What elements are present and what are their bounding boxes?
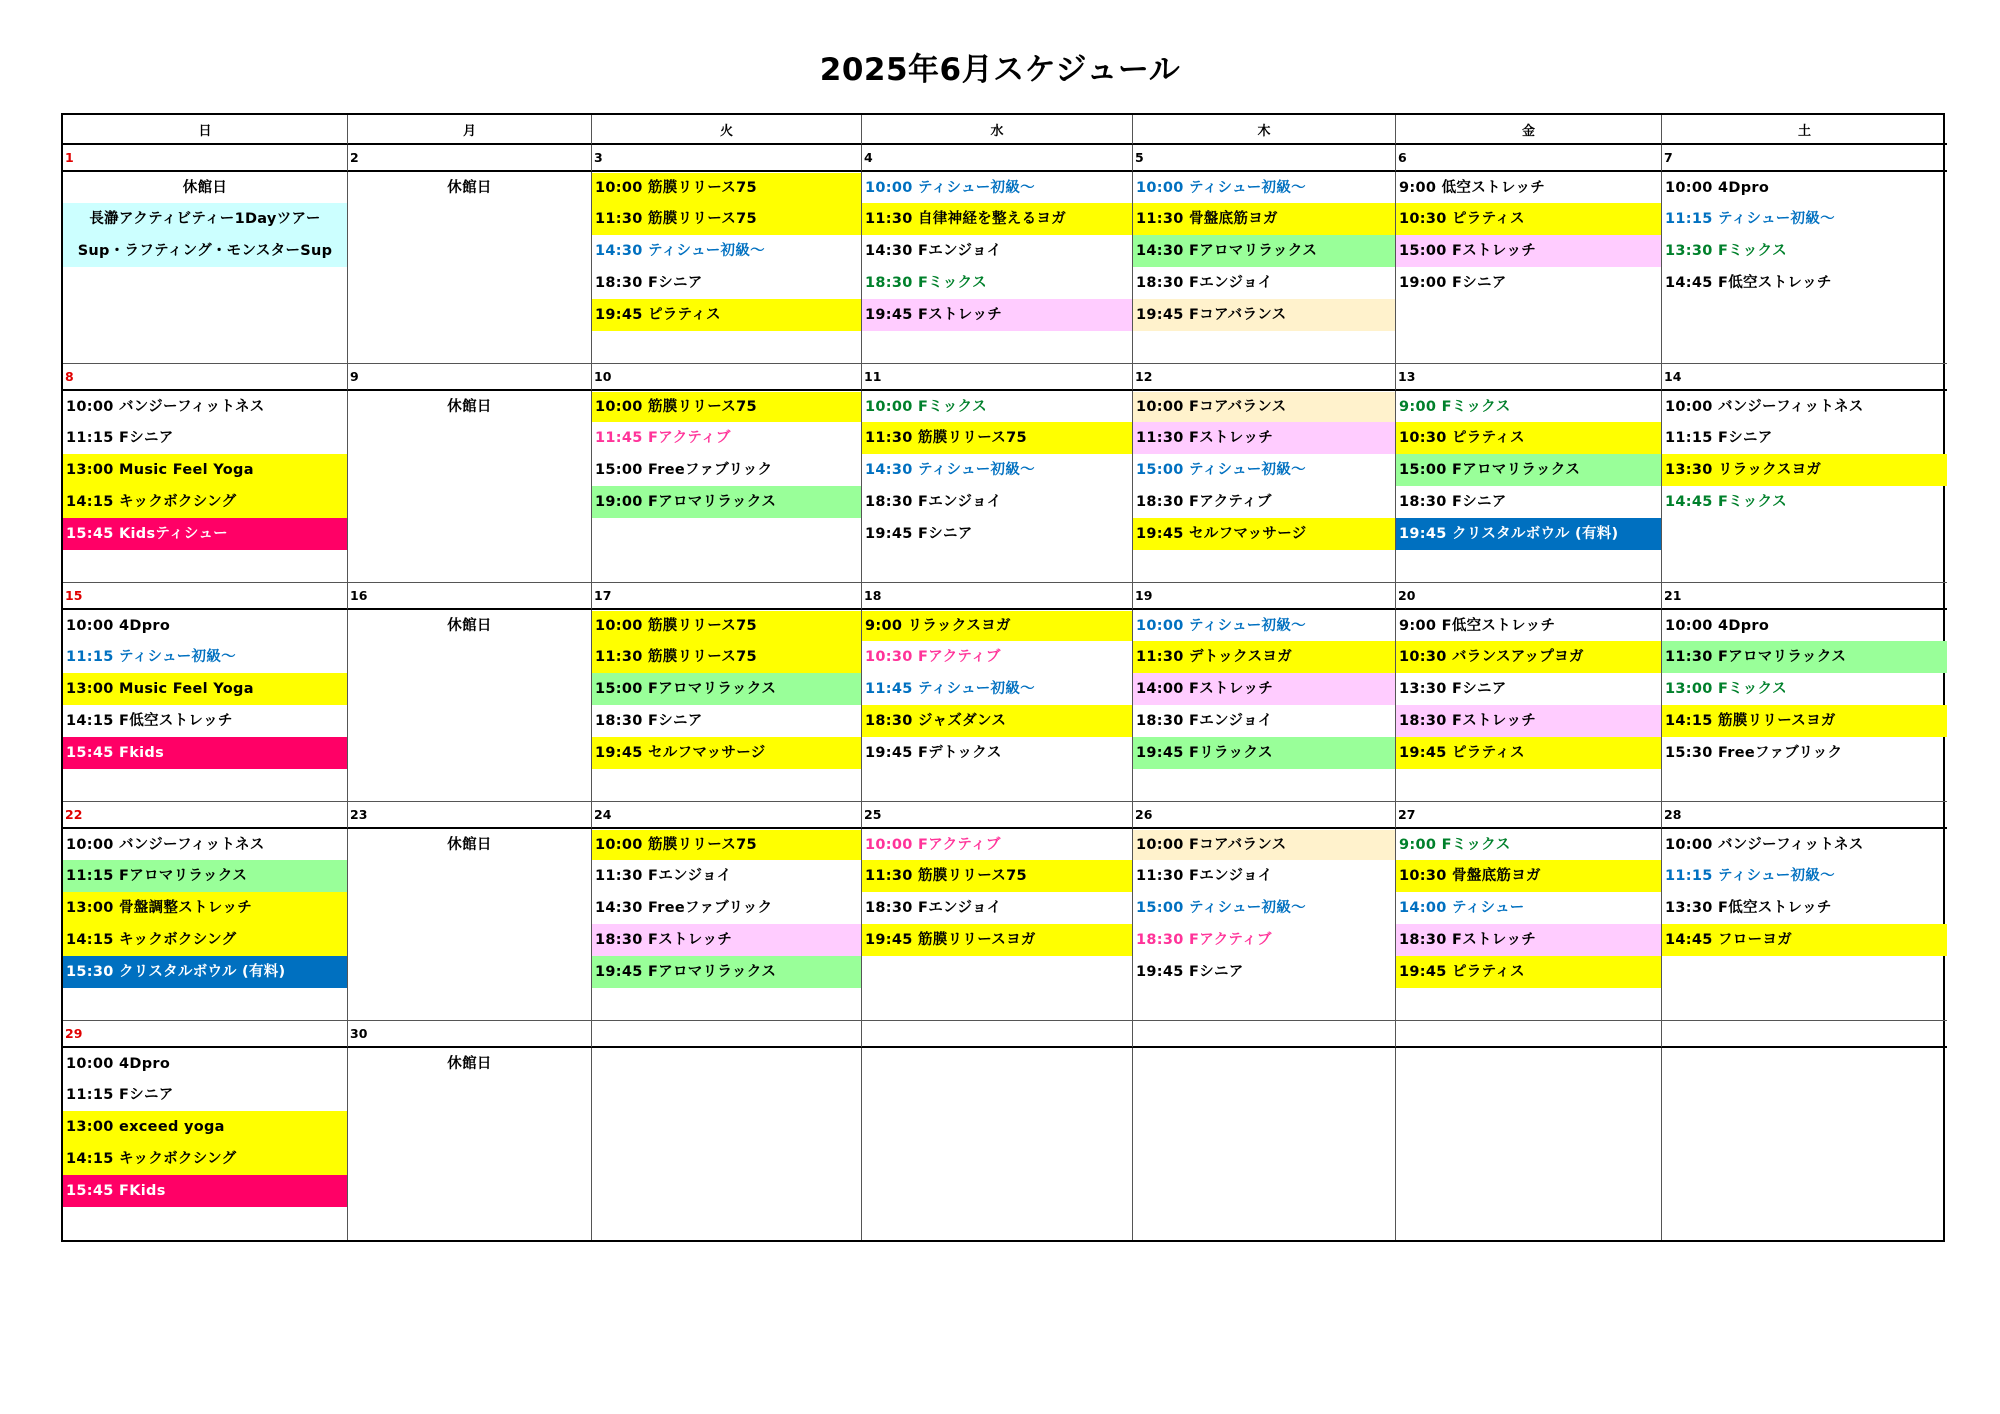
- weekday-header-sat: 土: [1662, 115, 1947, 145]
- schedule-calendar: [61, 113, 1945, 1242]
- day-cell: [1396, 829, 1662, 1021]
- class-entry: 19:45 Fコアバランス: [1133, 299, 1395, 331]
- day-cell: [592, 610, 862, 802]
- class-entry: 19:00 Fシニア: [1399, 275, 1507, 291]
- class-entry: 11:30 Fストレッチ: [1133, 422, 1395, 454]
- class-entry: 11:30 Fアロマリラックス: [1662, 641, 1947, 673]
- day-cell: [592, 172, 862, 364]
- class-entry: 10:00 Fミックス: [865, 399, 987, 415]
- date-number: 20: [1396, 583, 1662, 610]
- date-number: 17: [592, 583, 862, 610]
- class-entry: 9:00 低空ストレッチ: [1399, 180, 1546, 196]
- class-entry: 15:00 Fアロマリラックス: [592, 673, 861, 705]
- class-entry: 14:15 筋膜リリースヨガ: [1662, 705, 1947, 737]
- class-entry: 11:15 Fシニア: [66, 1087, 174, 1103]
- class-entry: 13:30 Fシニア: [1399, 681, 1507, 697]
- date-number: 24: [592, 802, 862, 829]
- class-entry: 15:00 Freeファブリック: [595, 462, 773, 478]
- class-entry: 14:00 Fストレッチ: [1133, 673, 1395, 705]
- class-entry: 18:30 Fストレッチ: [1396, 924, 1661, 956]
- class-entry: 10:00 Fアクティブ: [865, 837, 1001, 853]
- day-cell: [1662, 829, 1947, 1021]
- class-entry: 10:30 骨盤底筋ヨガ: [1396, 860, 1661, 892]
- day-cell: [63, 391, 348, 583]
- day-cell: [1396, 610, 1662, 802]
- class-entry: 19:45 Fシニア: [1136, 964, 1244, 980]
- day-cell: [862, 610, 1133, 802]
- class-entry: 18:30 Fエンジョイ: [865, 900, 1002, 916]
- class-entry: 19:45 ピラティス: [592, 299, 861, 331]
- class-entry: 14:15 キックボクシング: [63, 486, 347, 518]
- date-number: [1396, 1021, 1662, 1048]
- class-entry: 15:00 ティシュー初級～: [1136, 900, 1306, 916]
- date-number: 28: [1662, 802, 1947, 829]
- date-number: [592, 1021, 862, 1048]
- class-entry: 11:15 Fシニア: [1665, 430, 1773, 446]
- closed-day-label: 休館日: [447, 618, 492, 634]
- class-entry: 10:00 ティシュー初級～: [1136, 180, 1306, 196]
- class-entry: 19:45 クリスタルボウル (有料): [1396, 518, 1661, 550]
- day-cell: [862, 1048, 1133, 1240]
- day-cell: [1396, 172, 1662, 364]
- date-number: 15: [63, 583, 348, 610]
- day-cell: [592, 1048, 862, 1240]
- date-number: 23: [348, 802, 592, 829]
- class-entry: 14:30 Fエンジョイ: [865, 243, 1002, 259]
- class-entry: 10:00 4Dpro: [1665, 180, 1770, 196]
- class-entry: 11:30 Fエンジョイ: [1136, 868, 1273, 884]
- class-entry: 18:30 Fエンジョイ: [1136, 275, 1273, 291]
- date-number: 18: [862, 583, 1133, 610]
- class-entry: 15:00 ティシュー初級～: [1136, 462, 1306, 478]
- class-entry: 11:30 Fエンジョイ: [595, 868, 732, 884]
- class-entry: 14:15 キックボクシング: [63, 924, 347, 956]
- date-number: [1662, 1021, 1947, 1048]
- class-entry: 15:30 Freeファブリック: [1665, 745, 1843, 761]
- closed-day-label: 休館日: [447, 837, 492, 853]
- class-entry: 10:00 Fコアバランス: [1133, 830, 1395, 860]
- class-entry: 11:30 自律神経を整えるヨガ: [862, 203, 1132, 235]
- class-entry: 18:30 ジャズダンス: [862, 705, 1132, 737]
- class-entry: 19:45 ピラティス: [1396, 956, 1661, 988]
- class-entry: 13:00 骨盤調整ストレッチ: [63, 892, 347, 924]
- class-entry: 14:45 Fミックス: [1665, 494, 1787, 510]
- class-entry: 10:00 ティシュー初級～: [1136, 618, 1306, 634]
- day-cell: [63, 1048, 348, 1240]
- day-cell: [1133, 610, 1396, 802]
- day-cell: [1133, 172, 1396, 364]
- class-entry: 19:45 Fアロマリラックス: [592, 956, 861, 988]
- class-entry: 19:45 セルフマッサージ: [1133, 518, 1395, 550]
- class-entry: 14:30 Fアロマリラックス: [1133, 235, 1395, 267]
- class-entry: 11:15 Fアロマリラックス: [63, 860, 347, 892]
- date-number: 1: [63, 145, 348, 172]
- date-number: 6: [1396, 145, 1662, 172]
- weekday-header-sun: 日: [63, 115, 348, 145]
- class-entry: 19:45 ピラティス: [1396, 737, 1661, 769]
- date-number: 11: [862, 364, 1133, 391]
- day-cell: [1662, 172, 1947, 364]
- day-cell: [63, 610, 348, 802]
- class-entry: 10:00 バンジーフィットネス: [66, 399, 265, 415]
- class-entry: 15:00 Fストレッチ: [1396, 235, 1661, 267]
- class-entry: 長瀞アクティビティー1Dayツアー: [63, 203, 347, 235]
- date-number: 25: [862, 802, 1133, 829]
- class-entry: 14:30 Freeファブリック: [595, 900, 773, 916]
- day-cell: [1133, 829, 1396, 1021]
- class-entry: 18:30 Fシニア: [595, 713, 703, 729]
- day-cell: [1133, 1048, 1396, 1240]
- date-number: 5: [1133, 145, 1396, 172]
- class-entry: 11:15 Fシニア: [66, 430, 174, 446]
- class-entry: 11:30 骨盤底筋ヨガ: [1133, 203, 1395, 235]
- date-number: 21: [1662, 583, 1947, 610]
- day-cell: [348, 1048, 592, 1240]
- day-cell: [1396, 391, 1662, 583]
- class-entry: 11:30 筋膜リリース75: [592, 641, 861, 673]
- class-entry: 18:30 Fアクティブ: [1136, 932, 1272, 948]
- class-entry: 18:30 Fシニア: [1399, 494, 1507, 510]
- date-number: 9: [348, 364, 592, 391]
- day-cell: [1396, 1048, 1662, 1240]
- class-entry: 15:30 クリスタルボウル (有料): [63, 956, 347, 988]
- class-entry: 9:00 Fミックス: [1399, 399, 1511, 415]
- day-cell: [592, 829, 862, 1021]
- class-entry: 19:45 Fデトックス: [865, 745, 1002, 761]
- day-cell: [592, 391, 862, 583]
- class-entry: 9:00 Fミックス: [1399, 837, 1511, 853]
- class-entry: 11:30 デトックスヨガ: [1133, 641, 1395, 673]
- closed-day-label: 休館日: [447, 180, 492, 196]
- day-cell: [1662, 1048, 1947, 1240]
- class-entry: 14:15 F低空ストレッチ: [66, 713, 233, 729]
- weekday-header-tue: 火: [592, 115, 862, 145]
- day-cell: [348, 391, 592, 583]
- class-entry: 10:30 バランスアップヨガ: [1396, 641, 1661, 673]
- class-entry: 18:30 Fミックス: [865, 275, 987, 291]
- class-entry: 10:00 バンジーフィットネス: [1665, 837, 1864, 853]
- date-number: [862, 1021, 1133, 1048]
- class-entry: Sup・ラフティング・モンスターSup: [63, 235, 347, 267]
- date-number: 19: [1133, 583, 1396, 610]
- class-entry: 10:00 4Dpro: [66, 1056, 171, 1072]
- class-entry: 10:00 筋膜リリース75: [592, 392, 861, 422]
- class-entry: 19:45 セルフマッサージ: [592, 737, 861, 769]
- class-entry: 14:45 フローヨガ: [1662, 924, 1947, 956]
- class-entry: 11:30 筋膜リリース75: [592, 203, 861, 235]
- class-entry: 10:00 4Dpro: [66, 618, 171, 634]
- date-number: 16: [348, 583, 592, 610]
- date-number: 22: [63, 802, 348, 829]
- class-entry: 14:45 F低空ストレッチ: [1665, 275, 1832, 291]
- class-entry: 15:45 FKids: [63, 1175, 347, 1207]
- class-entry: 13:30 Fミックス: [1665, 243, 1787, 259]
- class-entry: 13:30 F低空ストレッチ: [1665, 900, 1832, 916]
- date-number: 3: [592, 145, 862, 172]
- day-cell: [862, 172, 1133, 364]
- class-entry: 10:00 4Dpro: [1665, 618, 1770, 634]
- closed-day-label: 休館日: [447, 1056, 492, 1072]
- date-number: 13: [1396, 364, 1662, 391]
- class-entry: 18:30 Fエンジョイ: [1136, 713, 1273, 729]
- class-entry: 9:00 F低空ストレッチ: [1399, 618, 1556, 634]
- class-entry: 18:30 Fシニア: [595, 275, 703, 291]
- class-entry: 13:00 Music Feel Yoga: [63, 673, 347, 705]
- date-number: 27: [1396, 802, 1662, 829]
- class-entry: 18:30 Fアクティブ: [1136, 494, 1272, 510]
- class-entry: 11:45 Fアクティブ: [595, 430, 731, 446]
- day-cell: [1662, 391, 1947, 583]
- day-cell: [1133, 391, 1396, 583]
- class-entry: 19:45 Fストレッチ: [862, 299, 1132, 331]
- class-entry: 14:00 ティシュー: [1399, 900, 1525, 916]
- class-entry: 9:00 リラックスヨガ: [862, 611, 1132, 641]
- day-cell: [862, 391, 1133, 583]
- day-cell: [348, 829, 592, 1021]
- class-entry: 19:45 Fリラックス: [1133, 737, 1395, 769]
- class-entry: 15:45 Fkids: [63, 737, 347, 769]
- class-entry: 11:30 筋膜リリース75: [862, 422, 1132, 454]
- class-entry: 15:00 Fアロマリラックス: [1396, 454, 1661, 486]
- class-entry: 14:30 ティシュー初級～: [865, 462, 1035, 478]
- class-entry: 10:00 ティシュー初級～: [865, 180, 1035, 196]
- closed-day-label: 休館日: [447, 399, 492, 415]
- class-entry: 10:30 ピラティス: [1396, 422, 1661, 454]
- class-entry: 10:00 筋膜リリース75: [592, 830, 861, 860]
- date-number: 2: [348, 145, 592, 172]
- weekday-header-wed: 水: [862, 115, 1133, 145]
- class-entry: 11:15 ティシュー初級～: [1665, 211, 1835, 227]
- class-entry: 19:00 Fアロマリラックス: [592, 486, 861, 518]
- day-cell: [348, 610, 592, 802]
- class-entry: 19:45 筋膜リリースヨガ: [862, 924, 1132, 956]
- date-number: 12: [1133, 364, 1396, 391]
- class-entry: 10:00 筋膜リリース75: [592, 611, 861, 641]
- class-entry: 13:00 exceed yoga: [63, 1111, 347, 1143]
- day-cell: [63, 172, 348, 364]
- date-number: 14: [1662, 364, 1947, 391]
- class-entry: 14:15 キックボクシング: [63, 1143, 347, 1175]
- weekday-header-mon: 月: [348, 115, 592, 145]
- class-entry: 18:30 Fストレッチ: [1396, 705, 1661, 737]
- class-entry: 11:45 ティシュー初級～: [865, 681, 1035, 697]
- day-cell: [348, 172, 592, 364]
- date-number: 30: [348, 1021, 592, 1048]
- class-entry: 13:00 Music Feel Yoga: [63, 454, 347, 486]
- class-entry: 19:45 Fシニア: [865, 526, 973, 542]
- class-entry: 10:30 Fアクティブ: [865, 649, 1001, 665]
- class-entry: 10:00 Fコアバランス: [1133, 392, 1395, 422]
- class-entry: 10:00 バンジーフィットネス: [1665, 399, 1864, 415]
- date-number: 29: [63, 1021, 348, 1048]
- date-number: 7: [1662, 145, 1947, 172]
- class-entry: 11:15 ティシュー初級～: [66, 649, 236, 665]
- class-entry: 15:45 Kidsティシュー: [63, 518, 347, 550]
- date-number: 4: [862, 145, 1133, 172]
- day-cell: [63, 829, 348, 1021]
- class-entry: 10:00 バンジーフィットネス: [66, 837, 265, 853]
- weekday-header-fri: 金: [1396, 115, 1662, 145]
- weekday-header-thu: 木: [1133, 115, 1396, 145]
- date-number: 8: [63, 364, 348, 391]
- class-entry: 18:30 Fエンジョイ: [865, 494, 1002, 510]
- page-title: 2025年6月スケジュール: [819, 52, 1181, 88]
- day-cell: [1662, 610, 1947, 802]
- closed-day-label: 休館日: [182, 180, 228, 196]
- date-number: [1133, 1021, 1396, 1048]
- class-entry: 13:00 Fミックス: [1665, 681, 1787, 697]
- date-number: 10: [592, 364, 862, 391]
- class-entry: 18:30 Fストレッチ: [592, 924, 861, 956]
- class-entry: 13:30 リラックスヨガ: [1662, 454, 1947, 486]
- date-number: 26: [1133, 802, 1396, 829]
- class-entry: 11:15 ティシュー初級～: [1665, 868, 1835, 884]
- class-entry: 10:00 筋膜リリース75: [592, 173, 861, 203]
- day-cell: [862, 829, 1133, 1021]
- class-entry: 14:30 ティシュー初級～: [595, 243, 765, 259]
- class-entry: 11:30 筋膜リリース75: [862, 860, 1132, 892]
- class-entry: 10:30 ピラティス: [1396, 203, 1661, 235]
